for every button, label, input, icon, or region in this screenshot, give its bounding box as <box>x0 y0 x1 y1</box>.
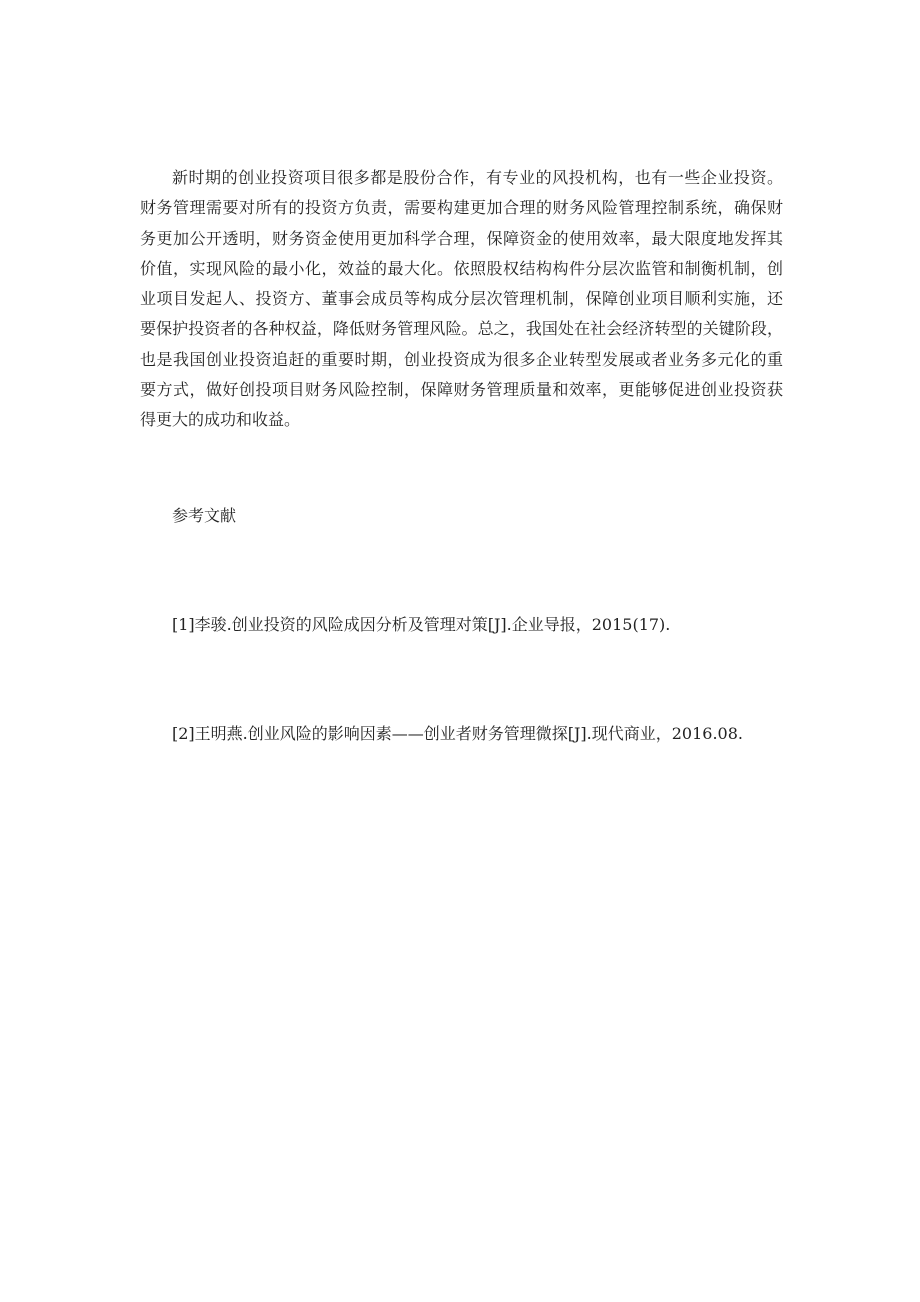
paragraph-line: 要方式，做好创投项目财务风险控制，保障财务管理质量和效率，更能够促进创业投资获 <box>140 380 783 400</box>
reference-item-1: [1]李骏.创业投资的风险成因分析及管理对策[J].企业导报，2015(17). <box>172 615 671 634</box>
reference-item-2: [2]王明燕.创业风险的影响因素——创业者财务管理微探[J].现代商业，2016.08. <box>172 724 743 743</box>
body-paragraph <box>140 163 783 436</box>
paragraph-line: 业项目发起人、投资方、董事会成员等构成分层次管理机制，保障创业项目顺利实施，还 <box>140 289 783 309</box>
paragraph-line: 要保护投资者的各种权益，降低财务管理风险。总之，我国处在社会经济转型的关键阶段， <box>140 319 783 339</box>
paragraph-line: 得更大的成功和收益。 <box>140 410 301 430</box>
paragraph-line: 新时期的创业投资项目很多都是股份合作，有专业的风投机构，也有一些企业投资。 <box>172 168 783 187</box>
paragraph-line: 财务管理需要对所有的投资方负责，需要构建更加合理的财务风险管理控制系统，确保财 <box>140 198 783 218</box>
paragraph-line: 也是我国创业投资追赶的重要时期，创业投资成为很多企业转型发展或者业务多元化的重 <box>140 349 783 369</box>
paragraph-line: 价值，实现风险的最小化，效益的最大化。依照股权结构构件分层次监管和制衡机制，创 <box>140 258 783 278</box>
paragraph-line: 务更加公开透明，财务资金使用更加科学合理，保障资金的使用效率，最大限度地发挥其 <box>140 228 783 248</box>
references-heading: 参考文献 <box>172 506 237 525</box>
